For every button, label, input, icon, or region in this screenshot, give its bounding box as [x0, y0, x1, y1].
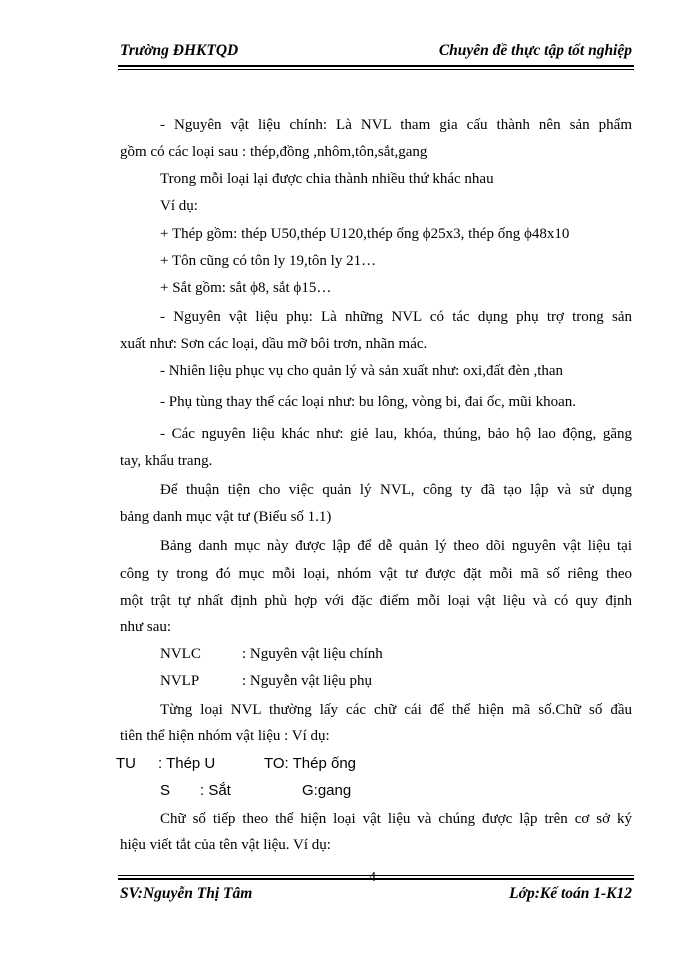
text-line: - Nguyên vật liệu chính: Là NVL tham gia cấu thành nên sản phẩm [160, 117, 632, 133]
code-nvlp: NVLP [160, 673, 200, 689]
text-line: như sau: [120, 619, 172, 635]
code-nvlp-desc: : Nguyễn vật liệu phụ [242, 673, 372, 689]
code-g-desc: G:gang [302, 782, 352, 799]
text-line: công ty trong đó mục mỗi loại, nhóm vật tư được đặt mỗi mã số riêng theo [120, 566, 632, 582]
footer-rule [118, 875, 634, 880]
text-line: tiên thể hiện nhóm vật liệu : Ví dụ: [120, 728, 330, 744]
text-line: hiệu viết tắt của tên vật liệu. Ví dụ: [120, 837, 331, 853]
code-tu-desc: : Thép U [158, 755, 216, 772]
text-line: Bảng danh mục này được lập để dễ quản lý theo dõi nguyên vật liệu tại [160, 538, 632, 554]
text-line: + Tôn cũng có tôn ly 19,tôn ly 21… [160, 253, 377, 269]
header-rule [118, 65, 634, 70]
text-line: Chữ số tiếp theo thể hiện loại vật liệu và chúng được lập trên cơ sở ký [160, 811, 632, 827]
text-line: Từng loại NVL thường lấy các chữ cái để thể hiện mã số.Chữ số đầu [160, 702, 632, 718]
code-s: S [160, 782, 171, 799]
text-line: gồm có các loại sau : thép,đồng ,nhôm,tôn,sắt,gang [120, 144, 428, 160]
code-s-desc: : Sắt [200, 782, 231, 799]
code-nvlc-desc: : Nguyên vật liệu chính [242, 646, 383, 662]
text-line: tay, khẩu trang. [120, 453, 213, 469]
footer-student: SV:Nguyễn Thị Tâm [120, 885, 253, 902]
text-line: bảng danh mục vật tư (Biểu số 1.1) [120, 509, 332, 525]
code-tu: TU [116, 755, 136, 772]
text-line: + Sắt gồm: sắt ϕ8, sắt ϕ15… [160, 280, 332, 296]
text-line: - Nguyên vật liệu phụ: Là những NVL có tác dụng phụ trợ trong sản [160, 309, 632, 325]
text-line: - Phụ tùng thay thế các loại như: bu lông, vòng bi, đai ốc, mũi khoan. [160, 394, 576, 410]
text-line: Trong mỗi loại lại được chia thành nhiều thứ khác nhau [160, 171, 494, 187]
header-title: Chuyên đề thực tập tốt nghiệp [438, 42, 632, 59]
text-line: + Thép gồm: thép U50,thép U120,thép ống ϕ25x3, thép ống ϕ48x10 [160, 226, 570, 242]
text-line: Ví dụ: [160, 198, 198, 214]
text-line: - Các nguyên liệu khác như: giẻ lau, khóa, thúng, bảo hộ lao động, găng [160, 426, 632, 442]
page-number: 4 [369, 870, 376, 885]
code-nvlc: NVLC [160, 646, 201, 662]
text-line: một trật tự nhất định phù hợp với đặc điểm mỗi loại vật liệu và có quy định [120, 593, 632, 609]
footer-class: Lớp:Kế toán 1-K12 [509, 885, 632, 902]
code-to-desc: TO: Thép ống [264, 755, 357, 772]
header-school: Trường ĐHKTQD [120, 42, 239, 59]
text-line: Để thuận tiện cho việc quản lý NVL, công ty đã tạo lập và sử dụng [160, 482, 632, 498]
text-line: - Nhiên liệu phục vụ cho quản lý và sản xuất như: oxi,đất đèn ,than [160, 363, 564, 379]
text-line: xuất như: Sơn các loại, dầu mỡ bôi trơn, nhãn mác. [120, 336, 428, 352]
